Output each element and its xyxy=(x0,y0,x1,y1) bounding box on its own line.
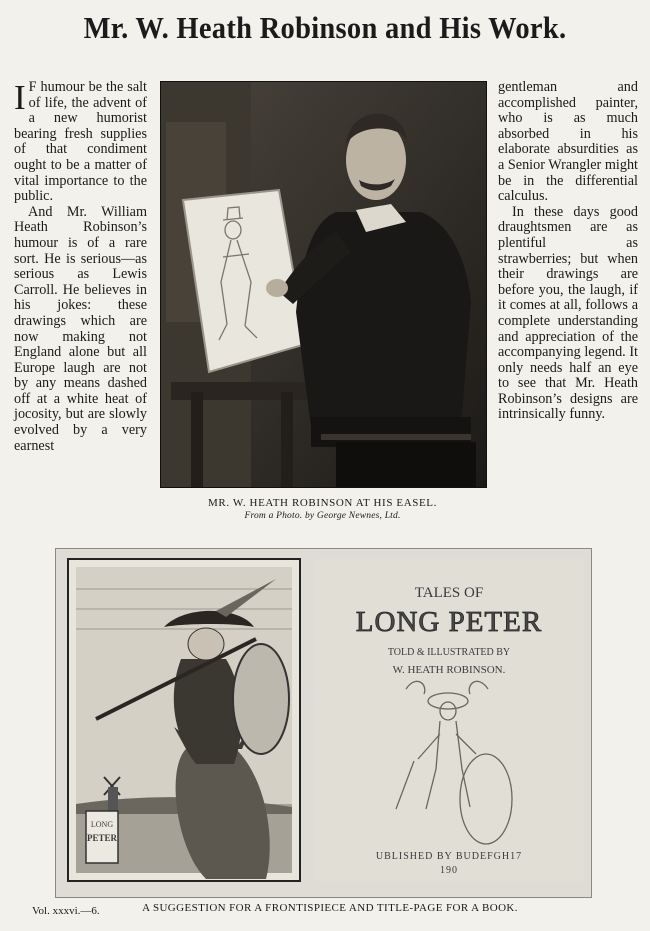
plate-caption: A SUGGESTION FOR A FRONTISPIECE AND TITLE-PAGE FOR A BOOK. xyxy=(142,902,518,914)
page-title: Mr. W. Heath Robinson and His Work. xyxy=(83,10,567,45)
photo-caption xyxy=(160,497,485,521)
paragraph: In these days good draughtsmen are as plentiful as strawberries; but when their drawings are before you, the laugh, if it comes at all, follows a complete understanding and appreciation of the accompanying legend. It only needs half an eye to see that Mr. Heath Robinson’s designs are intrinsically funny. xyxy=(498,203,638,423)
paragraph: And Mr. William Heath Robinson’s humour is of a rare sort. He is serious—as serious as Lewis Carroll. He believes in his jokes: these drawings which are now making not England alone but all Europe laugh are not by any means dashed off at a white heat of jocosity, but are slowly evolved by a very earnest xyxy=(14,203,147,454)
title-page-line-3: TOLD & ILLUSTRATED BY xyxy=(387,647,511,658)
illustration-plate xyxy=(55,548,592,898)
photo-artist-at-easel xyxy=(160,81,487,488)
frontispiece-label-top: LONG xyxy=(90,820,114,829)
title-page-line-2: LONG PETER xyxy=(355,606,543,638)
frontispiece-and-title-page xyxy=(56,549,591,897)
title-page-line-4: W. HEATH ROBINSON. xyxy=(392,664,506,676)
volume-folio: Vol. xxxvi.—6. xyxy=(32,905,100,917)
photo-illustration xyxy=(161,82,486,487)
paragraph-text: F humour be the salt of life, the advent of a new humorist bearing fresh supplies of that condiment ought to be a matter of vital importance to the public. xyxy=(14,79,147,205)
publisher-year: 190 xyxy=(440,865,458,876)
title-page-line-1: TALES OF xyxy=(414,585,484,601)
caption-text: MR. W. HEATH ROBINSON AT HIS EASEL. xyxy=(208,497,437,509)
frontispiece-label-bottom: PETER xyxy=(86,833,118,843)
paragraph: gentleman and accomplished painter, who is as much absorbed in his elaborate absurdities as a Senior Wrangler might be in the differential calculus. xyxy=(498,79,638,205)
photo-credit: From a Photo. by George Newnes, Ltd. xyxy=(244,511,401,521)
left-text-column xyxy=(14,80,147,454)
right-text-column xyxy=(498,80,638,423)
drop-cap: I xyxy=(14,78,26,117)
paragraph xyxy=(14,80,147,205)
publisher-line: UBLISHED BY BUDEFGH17 xyxy=(375,851,523,862)
